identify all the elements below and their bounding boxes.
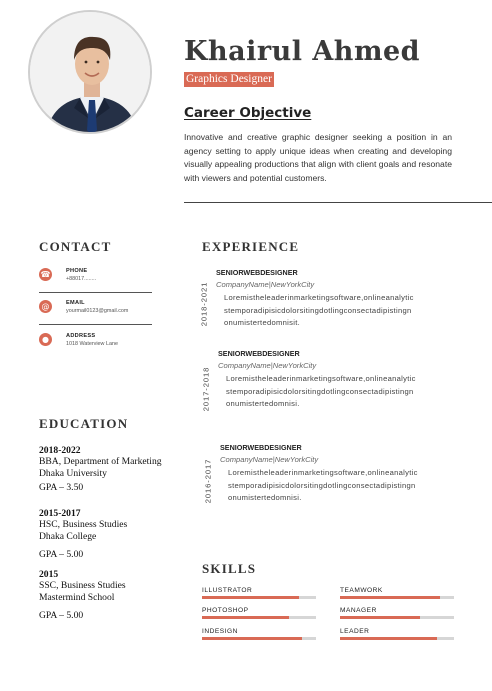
experience-item — [202, 443, 462, 523]
skill-bar-fill — [202, 637, 302, 640]
education-line: HSC, Business Studies — [39, 519, 128, 530]
skill-bar-fill — [340, 637, 437, 640]
skill-indesign — [202, 628, 316, 640]
education-entry — [39, 508, 169, 560]
contact-label: ADDRESS — [66, 333, 96, 339]
skill-teamwork — [340, 587, 454, 599]
skill-label: PHOTOSHOP — [202, 607, 249, 614]
contact-heading: CONTACT — [39, 239, 112, 254]
experience-title: SENIORWEBDESIGNER — [216, 268, 298, 277]
contact-address — [39, 333, 153, 353]
phone-icon: ☎ — [40, 270, 51, 279]
skill-leader — [340, 628, 454, 640]
skill-bar-fill — [202, 616, 289, 619]
location-icon: ● — [39, 333, 52, 346]
candidate-name: Khairul Ahmed — [184, 36, 421, 67]
experience-dates — [198, 274, 210, 334]
education-gpa: GPA – 5.00 — [39, 548, 84, 560]
contact-email — [39, 300, 153, 320]
experience-description: Loremistheleaderinmarketingsoftware,onlineanalytic stemporadipisicdolorsitingdotlingconsectadipistingn onumistertedomnisi. — [226, 374, 416, 409]
education-gpa: GPA – 5.00 — [39, 609, 84, 621]
skill-label: LEADER — [340, 628, 370, 635]
skill-bar — [340, 596, 454, 599]
experience-company: CompanyName|NewYorkCity — [216, 280, 315, 289]
experience-dates-text: 2016-2017 — [203, 458, 213, 504]
header-divider — [184, 202, 492, 203]
experience-dates — [200, 359, 212, 419]
education-line: Dhaka College — [39, 530, 97, 542]
skill-photoshop — [202, 607, 316, 619]
education-entry — [39, 445, 169, 493]
contact-value: yourmail0123@gmail.com — [66, 308, 129, 314]
role-badge: Graphics Designer — [186, 73, 272, 85]
career-objective-heading: Career Objective — [184, 105, 312, 121]
email-icon: @ — [39, 300, 52, 313]
contact-phone — [39, 268, 153, 288]
contact-value: +88017........ — [66, 276, 97, 282]
experience-description: Loremistheleaderinmarketingsoftware,onlineanalytic stemporadipisicdolorsitingdotlingconsectadipistingn onumistertedomnisit. — [224, 293, 414, 328]
skill-label: MANAGER — [340, 607, 377, 614]
experience-item — [200, 349, 460, 429]
experience-description: Loremistheleaderinmarketingsoftware,onlineanalytic stemporadipisicdolorsitingdotlingconsectadipistingn onumistertedomnisi. — [228, 468, 418, 503]
education-heading: EDUCATION — [39, 416, 129, 431]
skill-illustrator — [202, 587, 316, 599]
skill-bar — [202, 596, 316, 599]
skill-label: INDESIGN — [202, 628, 238, 635]
experience-item — [198, 268, 458, 348]
skill-bar-fill — [340, 616, 420, 619]
education-year: 2015 — [39, 569, 59, 580]
contact-label: EMAIL — [66, 300, 85, 306]
experience-title: SENIORWEBDESIGNER — [220, 443, 302, 452]
contact-divider — [39, 324, 152, 325]
education-line: BBA, Department of Marketing — [39, 456, 162, 467]
education-entry — [39, 569, 169, 621]
education-gpa: GPA – 3.50 — [39, 481, 84, 493]
skills-heading: SKILLS — [202, 561, 257, 576]
skill-bar — [340, 616, 454, 619]
contact-label: PHONE — [66, 268, 88, 274]
education-line: SSC, Business Studies — [39, 580, 126, 591]
experience-dates — [202, 451, 214, 511]
skill-bar — [202, 616, 316, 619]
profile-photo — [28, 10, 152, 134]
experience-dates-text: 2017-2018 — [201, 366, 211, 412]
skill-label: TEAMWORK — [340, 587, 383, 594]
skill-label: ILLUSTRATOR — [202, 587, 253, 594]
skill-bar — [340, 637, 454, 640]
skill-bar — [202, 637, 316, 640]
contact-value: 1018 Waterview Lane — [66, 341, 118, 347]
education-line: Dhaka University — [39, 467, 107, 479]
experience-heading: EXPERIENCE — [202, 239, 300, 254]
education-year: 2015-2017 — [39, 508, 81, 519]
skill-bar-fill — [202, 596, 299, 599]
experience-company: CompanyName|NewYorkCity — [218, 361, 317, 370]
education-year: 2018-2022 — [39, 445, 81, 456]
experience-title: SENIORWEBDESIGNER — [218, 349, 300, 358]
contact-divider — [39, 292, 152, 293]
skill-manager — [340, 607, 454, 619]
career-objective-text: Innovative and creative graphic designer seeking a position in an agency setting to apply unique ideas when creating and developing visually appealing productions that align with client goals and resonate with viewers and potential customers. — [184, 132, 452, 184]
skill-bar-fill — [340, 596, 440, 599]
experience-company: CompanyName|NewYorkCity — [220, 455, 319, 464]
education-line: Mastermind School — [39, 591, 115, 603]
experience-dates-text: 2018-2021 — [199, 281, 209, 327]
